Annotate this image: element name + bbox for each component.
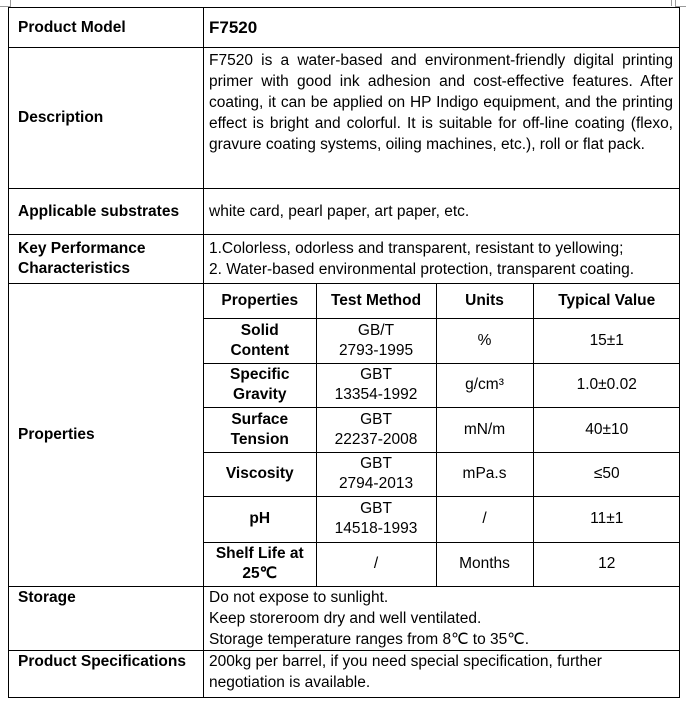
storage-line1: Do not expose to sunlight. (209, 589, 389, 606)
test-method (316, 452, 436, 496)
property-name-line2: Gravity (233, 386, 287, 403)
unit (436, 318, 533, 363)
unit-text: g/cm³ (465, 376, 504, 393)
label-product-model: Product Model (9, 8, 204, 48)
typical-value (533, 496, 680, 542)
test-method-line1: GBT (360, 500, 392, 517)
test-method (316, 318, 436, 363)
specs-line2: negotiation is available. (209, 674, 371, 691)
property-name (204, 363, 316, 407)
typical-value (533, 407, 680, 452)
property-name-line1: pH (249, 510, 271, 527)
corner-mark-right (675, 0, 686, 7)
property-row (204, 363, 680, 407)
property-name (204, 407, 316, 452)
header-typical-value: Typical Value (533, 284, 680, 318)
test-method-line2: 22237-2008 (334, 430, 418, 448)
typical-value-text: 12 (598, 555, 616, 573)
property-row (204, 318, 680, 363)
typical-value (533, 363, 680, 407)
unit (436, 542, 533, 586)
row-performance (9, 235, 680, 284)
header-test-method: Test Method (316, 284, 436, 318)
storage-line2: Keep storeroom dry and well ventilated. (209, 610, 482, 627)
test-method-line2: 2794-2013 (338, 475, 414, 492)
unit (436, 363, 533, 407)
label-substrates: Applicable substrates (9, 189, 204, 235)
test-method (316, 363, 436, 407)
label-properties: Properties (9, 284, 204, 587)
test-method-line1: GBT (360, 410, 392, 428)
property-name (204, 496, 316, 542)
property-name (204, 542, 316, 586)
property-name-line1: Viscosity (225, 465, 294, 482)
row-properties (9, 284, 680, 587)
value-substrates: white card, pearl paper, art paper, etc. (204, 189, 680, 235)
row-substrates (9, 189, 680, 235)
performance-line2: 2. Water-based environmental protection, transparent coating. (209, 261, 635, 278)
unit-text: / (482, 510, 487, 527)
label-performance-line2: Characteristics (18, 260, 131, 277)
property-name-line1: Solid (240, 321, 279, 339)
row-specifications (9, 651, 680, 698)
typical-value-text: 40±10 (585, 420, 629, 438)
test-method-line1: / (373, 555, 379, 573)
property-row (204, 496, 680, 542)
value-performance (204, 235, 680, 284)
typical-value (533, 542, 680, 586)
properties-header-row (204, 284, 680, 318)
unit (436, 407, 533, 452)
test-method (316, 407, 436, 452)
property-row (204, 452, 680, 496)
typical-value (533, 318, 680, 363)
unit (436, 496, 533, 542)
property-name-line2: 25℃ (242, 565, 278, 583)
property-name-line2: Tension (230, 430, 289, 448)
typical-value-text: 15±1 (589, 331, 624, 349)
property-row (204, 407, 680, 452)
test-method-line2: 13354-1992 (334, 386, 418, 403)
value-specifications (204, 651, 680, 698)
storage-line3: Storage temperature ranges from 8℃ to 35℃. (209, 631, 529, 648)
typical-value-text: 1.0±0.02 (576, 376, 637, 393)
test-method (316, 542, 436, 586)
test-method-line1: GBT (360, 455, 392, 472)
unit-text: % (477, 331, 492, 349)
typical-value-text: 11±1 (590, 510, 624, 527)
label-description: Description (9, 48, 204, 189)
property-row (204, 542, 680, 586)
product-spec-table (8, 7, 680, 698)
header-units: Units (436, 284, 533, 318)
property-name (204, 452, 316, 496)
specs-line1: 200kg per barrel, if you need special specification, further (209, 653, 602, 670)
corner-mark-right-inner (671, 0, 672, 6)
performance-line1: 1.Colorless, odorless and transparent, resistant to yellowing; (209, 240, 624, 257)
test-method-line1: GBT (360, 366, 392, 383)
typical-value (533, 452, 680, 496)
unit-text: Months (459, 555, 510, 573)
label-specifications: Product Specifications (9, 651, 204, 698)
typical-value-text: ≤50 (593, 465, 620, 482)
value-storage (204, 587, 680, 651)
test-method-line2: 2793-1995 (338, 341, 414, 359)
property-name-line1: Shelf Life at (215, 545, 304, 563)
test-method (316, 496, 436, 542)
test-method-line2: 14518-1993 (334, 520, 418, 537)
property-name-line1: Surface (231, 410, 289, 428)
unit-text: mN/m (463, 420, 506, 438)
property-name-line1: Specific (230, 366, 290, 383)
label-performance-line1: Key Performance (18, 240, 146, 257)
row-product-model (9, 8, 680, 48)
header-properties: Properties (204, 284, 316, 318)
unit-text: mPa.s (462, 465, 507, 482)
properties-table (204, 284, 680, 586)
property-name (204, 318, 316, 363)
properties-cell (204, 284, 680, 587)
unit (436, 452, 533, 496)
label-performance (9, 235, 204, 284)
row-description (9, 48, 680, 189)
test-method-line1: GB/T (357, 321, 395, 339)
value-description: F7520 is a water-based and environment-friendly digital printing primer with good ink adhesion and cost-effective features. After coating, it can be applied on HP Indigo equipment, and the printing effect is bright and colorful. It is suitable for off-line coating (flexo, gravure coating systems, oiling machines, etc.), roll or flat pack. (204, 48, 680, 189)
property-name-line2: Content (230, 341, 290, 359)
label-storage: Storage (9, 587, 204, 651)
row-storage (9, 587, 680, 651)
corner-mark-left (0, 0, 11, 7)
value-product-model: F7520 (204, 8, 680, 48)
